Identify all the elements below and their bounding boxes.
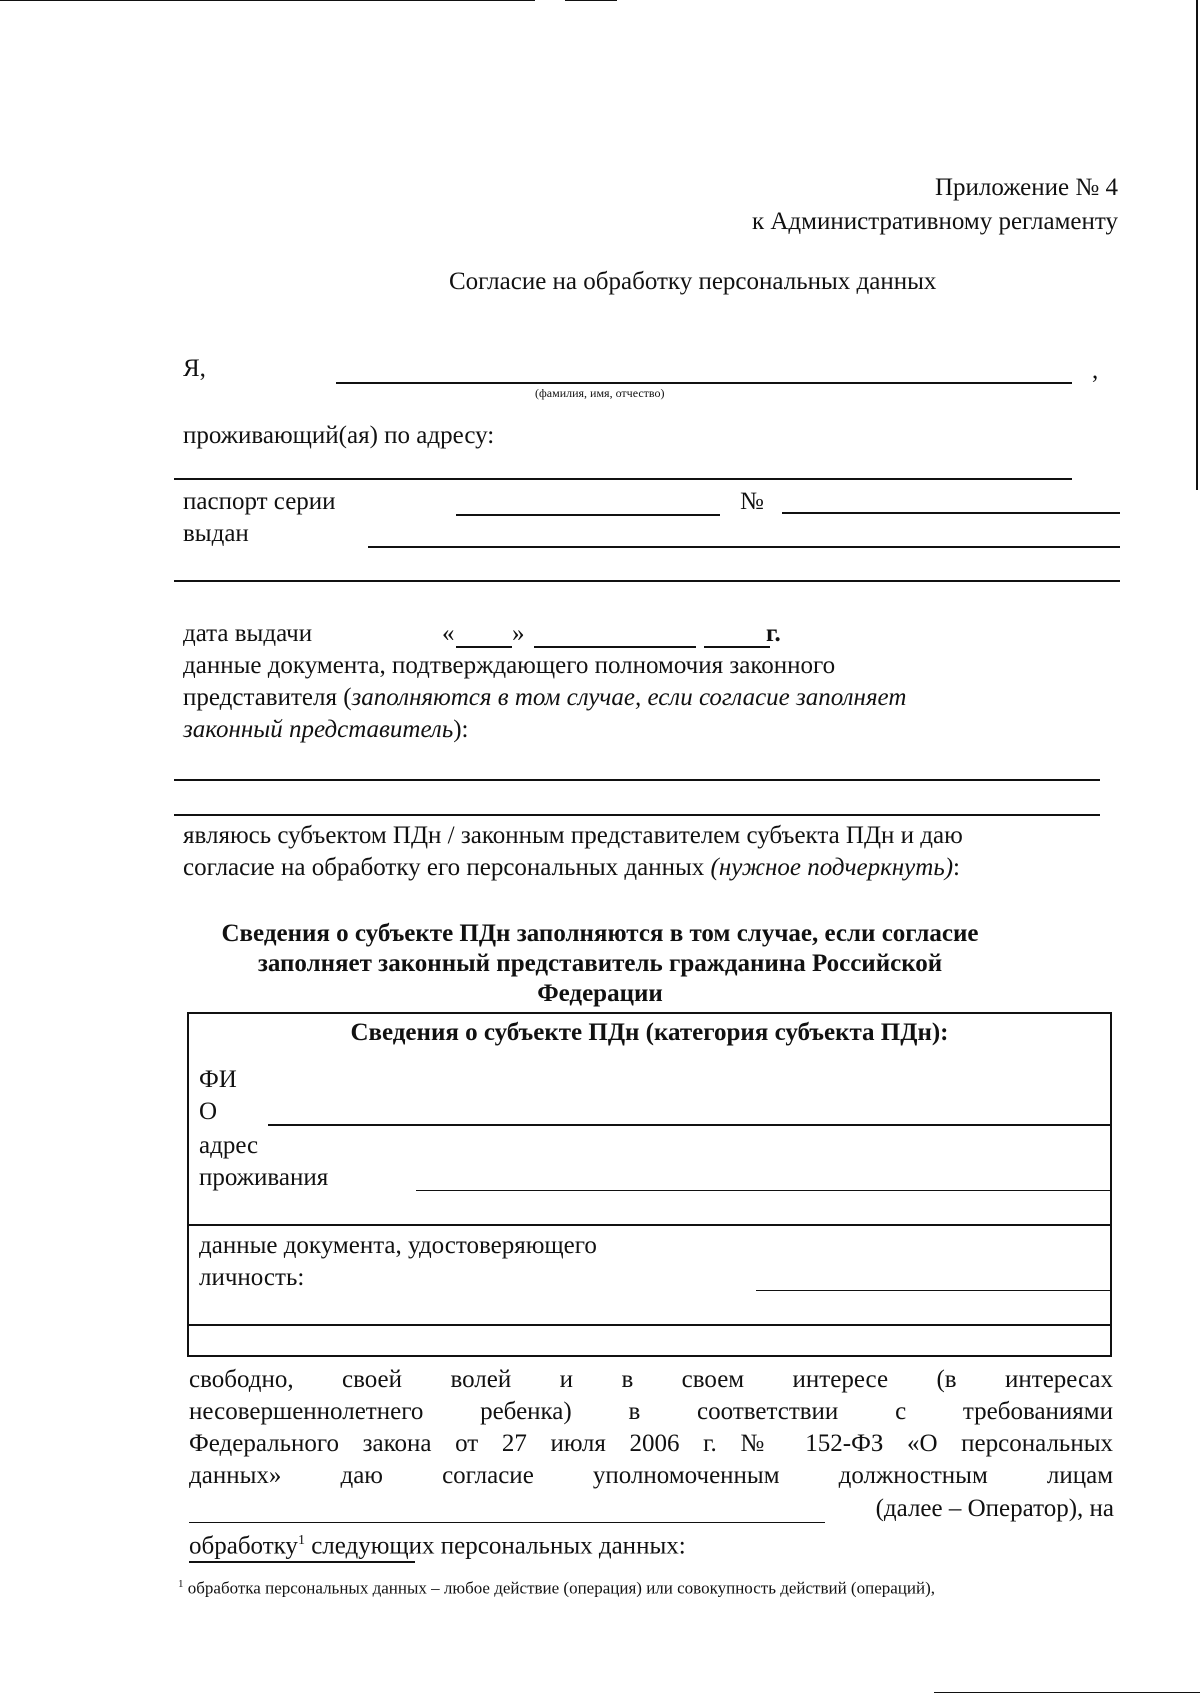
fio-input-line[interactable] [336, 382, 1072, 384]
table-fio-line[interactable] [268, 1124, 1112, 1126]
table-address-label-2: проживания [199, 1164, 329, 1191]
appendix-number: Приложение № 4 [934, 174, 1118, 201]
table-id-doc-line-1[interactable] [756, 1290, 1112, 1291]
scan-edge-mark [1196, 0, 1198, 490]
scan-edge-line [0, 0, 535, 1]
consent-row-6: обработку$^1$ следующих персональных данных: [189, 1532, 686, 1560]
consent-paragraph [189, 1364, 1113, 1492]
table-fio-label-1: ФИ [199, 1066, 237, 1093]
number-sign: № [740, 488, 764, 515]
consent-row-4: данных» даю согласие уполномоченным должностным лицам [189, 1462, 1114, 1489]
table-id-doc-label-2: личность: [199, 1264, 305, 1291]
section-heading-line-1: Сведения о субъекте ПДн заполняются в том случае, если согласие [221, 920, 979, 947]
consent-row-1: свободно, своей волей и в своем интересе (в интересах [189, 1366, 1114, 1393]
rep-doc-line-2: представителя (заполняются в том случае, если согласие заполняет [183, 684, 907, 711]
address-input-line[interactable] [174, 478, 1072, 480]
consent-row-2: несовершеннолетнего ребенка) в соответствии с требованиями [189, 1398, 1113, 1425]
month-line[interactable] [534, 646, 696, 648]
section-heading-line-3: Федерации [537, 980, 663, 1007]
operator-name-line[interactable] [189, 1522, 825, 1523]
i-label: Я, [183, 355, 206, 382]
year-suffix: г. [766, 620, 781, 647]
consent-row-3: Федерального закона от 27 июля 2006 г. № 152-ФЗ «О персональных [189, 1430, 1113, 1457]
issued-by-line[interactable] [368, 546, 1120, 548]
table-header: Сведения о субъекте ПДн (категория субъекта ПДн): [350, 1019, 949, 1046]
section-heading-line-2: заполняет законный представитель гражданина Российской [257, 950, 943, 977]
issued-label: выдан [183, 520, 249, 547]
scan-edge-line [934, 1692, 1200, 1693]
date-close-quote: » [512, 620, 525, 647]
passport-series-label: паспорт серии [183, 488, 336, 515]
rep-doc-line-1: данные документа, подтверждающего полномочия законного [183, 652, 836, 679]
scan-edge-line [565, 0, 617, 1]
table-id-doc-label-1: данные документа, удостоверяющего [199, 1232, 597, 1259]
date-open-quote: « [442, 620, 455, 647]
footnote-separator [189, 1561, 415, 1563]
table-row-divider [187, 1224, 1112, 1226]
day-line[interactable] [456, 646, 512, 648]
table-address-label-1: адрес [199, 1132, 259, 1159]
comma: , [1092, 357, 1099, 384]
subject-statement-line-2: согласие на обработку его персональных данных (нужное подчеркнуть): [183, 854, 960, 881]
subject-statement-line-1: являюсь субъектом ПДн / законным представителем субъекта ПДн и даю [183, 822, 963, 849]
address-label: проживающий(ая) по адресу: [183, 422, 495, 449]
year-line[interactable] [704, 646, 770, 648]
issued-by-line-2[interactable] [174, 580, 1120, 582]
passport-series-line[interactable] [456, 514, 720, 516]
table-fio-label-2: О [199, 1098, 218, 1125]
consent-row-5: (далее – Оператор), на [875, 1495, 1114, 1522]
table-address-line[interactable] [416, 1190, 1112, 1191]
table-id-doc-line-2[interactable] [187, 1324, 1112, 1326]
passport-number-line[interactable] [782, 512, 1120, 514]
rep-doc-line-3: законный представитель): [183, 716, 469, 743]
appendix-subtitle: к Административному регламенту [751, 208, 1118, 235]
fio-hint: (фамилия, имя, отчество) [535, 386, 665, 400]
document-title: Согласие на обработку персональных данных [449, 268, 937, 295]
rep-doc-input-line-1[interactable] [174, 779, 1100, 781]
rep-doc-input-line-2[interactable] [174, 814, 1100, 816]
footnote: $^1$ обработка персональных данных – любое действие (операция) или совокупность действий (операций), [178, 1578, 935, 1598]
issue-date-label: дата выдачи [183, 620, 313, 647]
